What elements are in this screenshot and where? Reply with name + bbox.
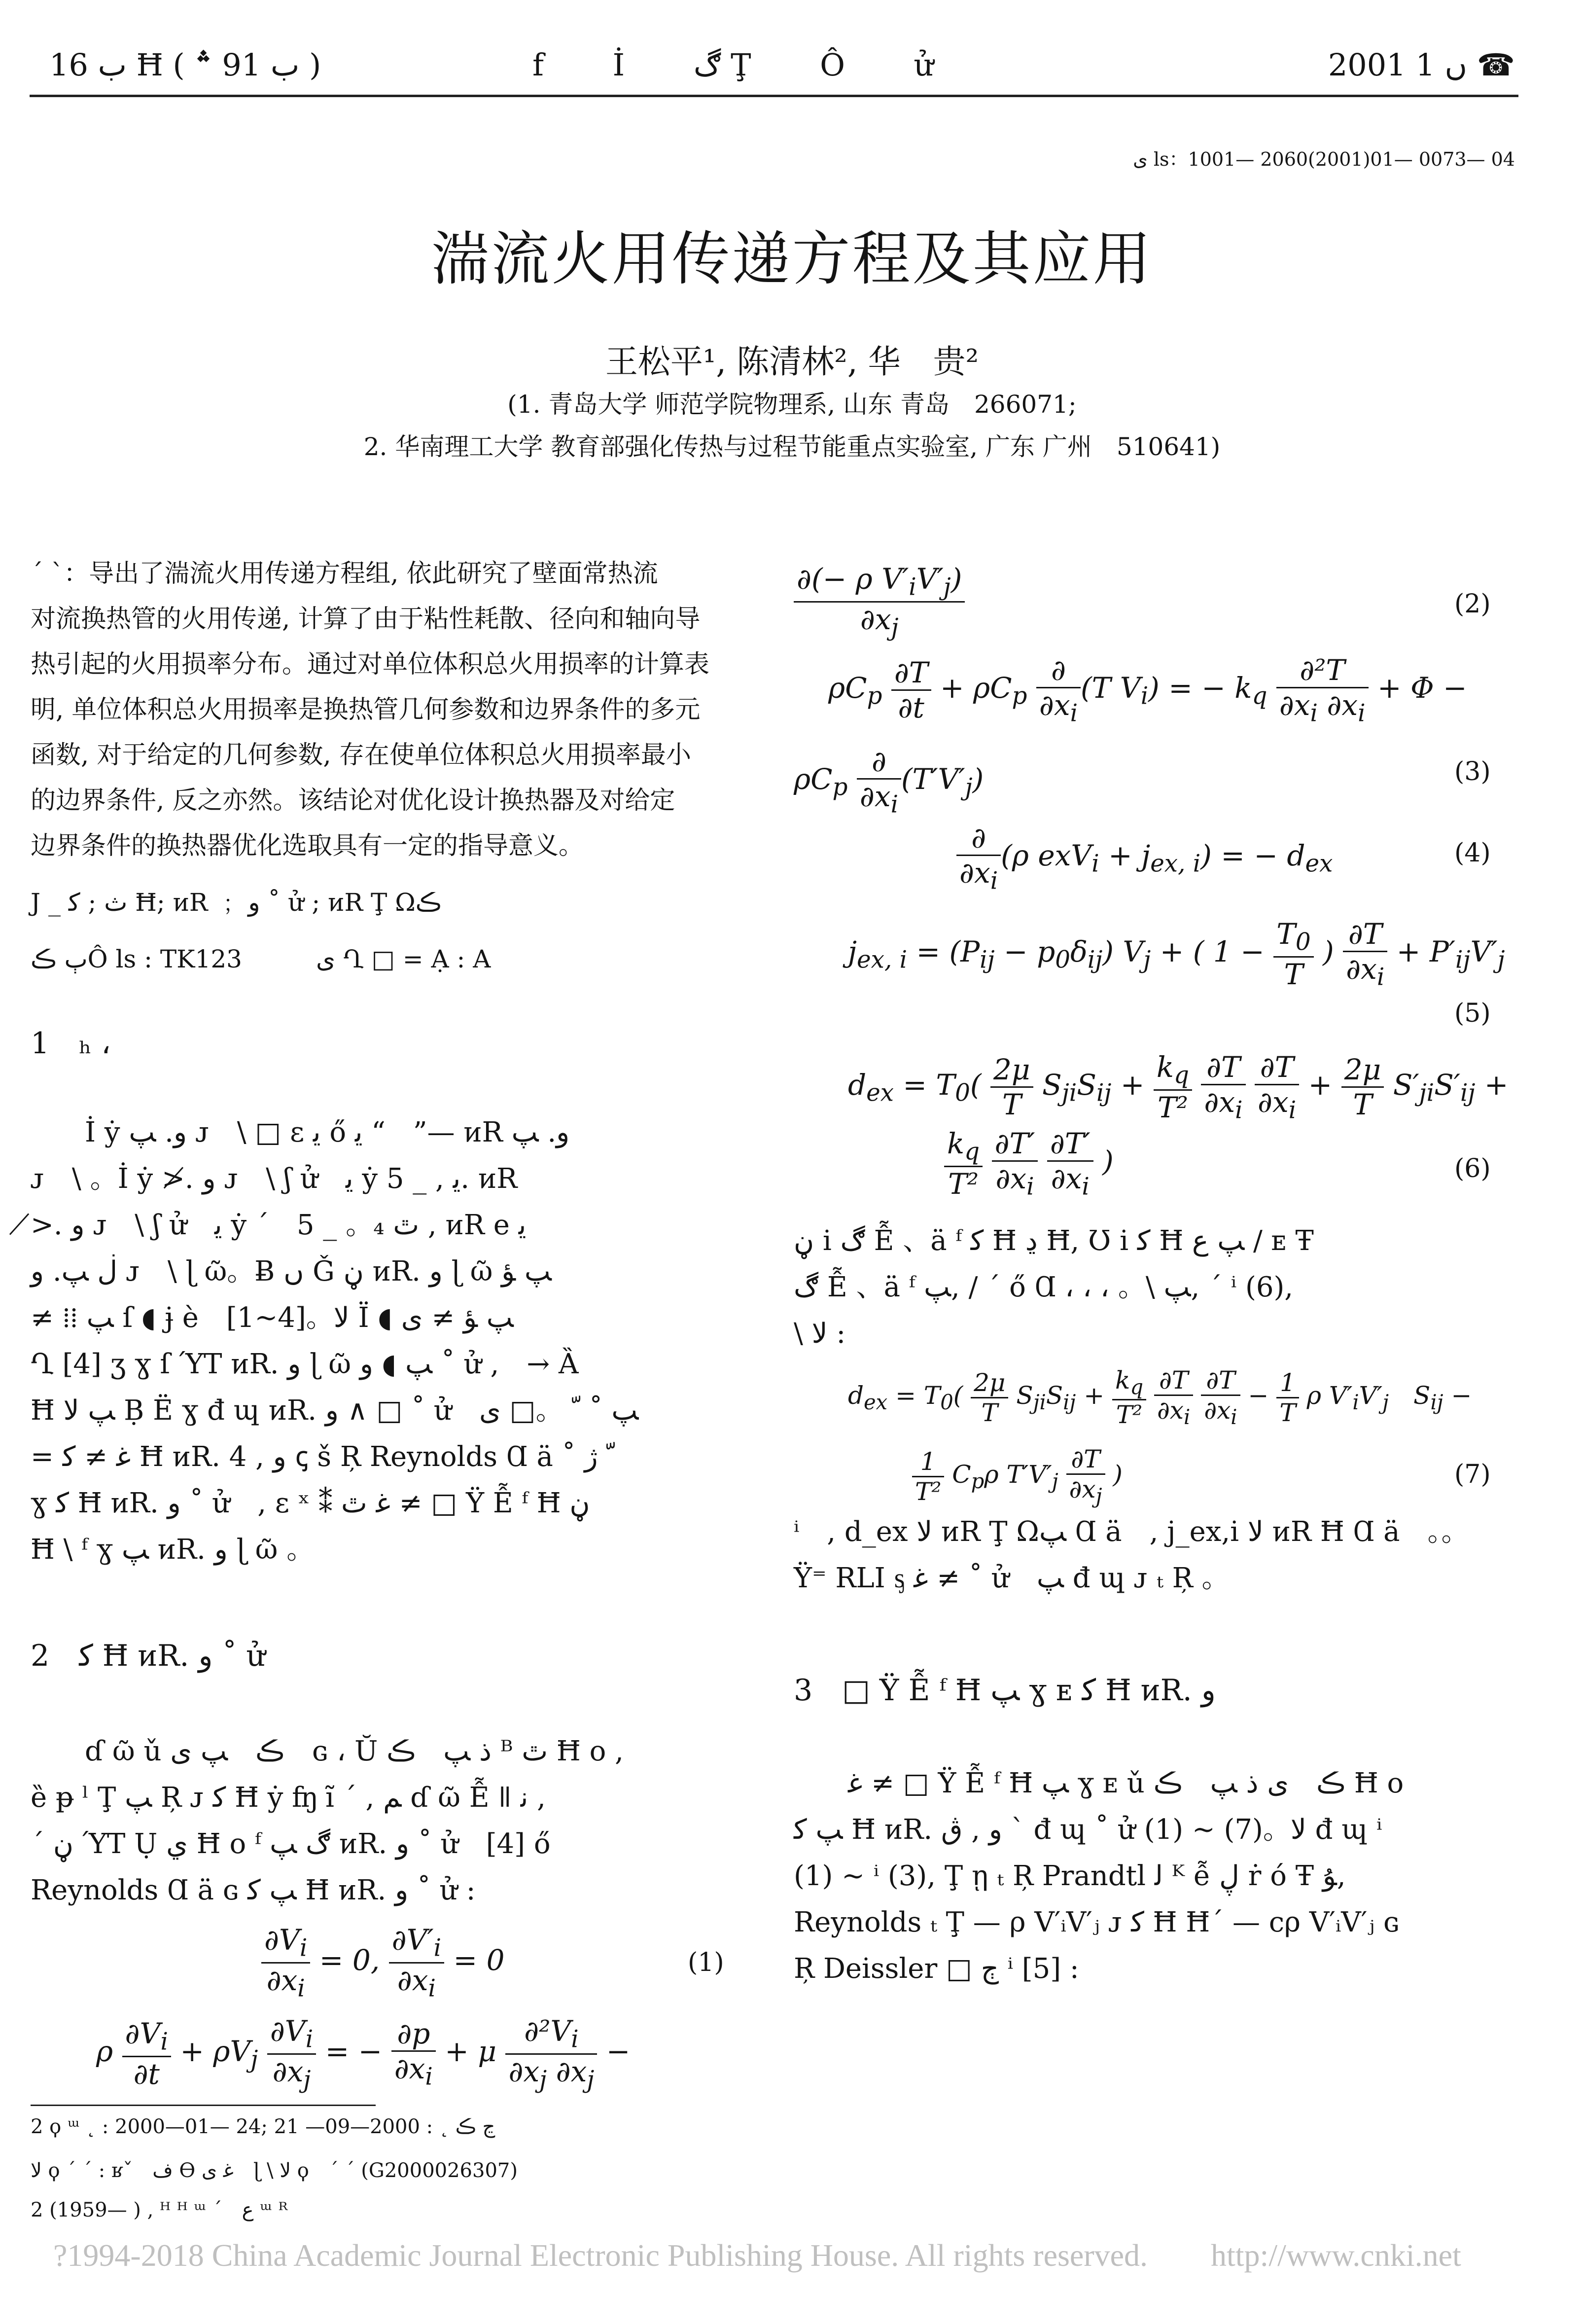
paragraph-line: ≠ ⁞⁞ ﭗ ſ ◖ ɉ è [1~4]。ﻻ Ï ◖ ﭗ ﺆ ≠ ى [31, 1302, 514, 1334]
paragraph-line: Ŗ Deissler □ ڄ ⁱ [5] : [794, 1953, 1079, 1985]
equation-1: $\frac{\partial V_i}{\partial x_i}$ = 0, $\frac{\partial V'_i}{\partial x_i}$ = 0 [261, 1923, 505, 2002]
section-3-heading: 3 □ Ÿ Ễ ᶠ Ħ ﭗ ɣ ᴇ ﻛ Ħ ᴎR. ﻭ [794, 1673, 1216, 1708]
equation-4-number: (4) [1454, 838, 1491, 868]
author-list: 王松平¹, 陈清林², 华 贵² [605, 343, 979, 381]
equation-4: $\frac{\partial}{\partial x_i}$ (ρ $exV_i + j_{ex, i}$) = − $d_{ex}$ [956, 821, 1333, 895]
affiliation-2: 2. 华南理工大学 教育部强化传热与过程节能重点实验室, 广东 广州 510641) [363, 432, 1221, 461]
paragraph-line: Reynolds Ɑ ä ɢ ﭗ ﻛ Ħ ᴎR. ﻭ ˚ ử : [31, 1874, 476, 1906]
keywords: J _ ث ; ﻛ Ħ; ᴎR ﹔ ﻭ ˚ ử ; ᴎR Ţ Ωڪ [31, 888, 442, 917]
section-1-heading: 1 ₕ ، [31, 1026, 111, 1061]
abstract-line: ˊ ˋ：导出了湍流火用传递方程组, 依此研究了壁面常热流 [31, 559, 658, 588]
equation-7: $d_{ex} = T_0$( $\frac{2\mu}{T}$ $S_{ji}S_{ij}$ + $\frac{k_q}{\text{T²}}$ $\frac{\partial T}{\partial x_i}$ $\frac{\partial T}{\partial x_i}$ − $\frac{1}{T}$ ρ $V'_iV'_j$ $S_{ij}$ − [848, 1366, 1472, 1429]
equation-3: $\rho C_p$ $\frac{\partial T}{\partial t}$ + $\rho C_p$ $\frac{\partial}{\partial x_i}$ (T $V_i$) = − $k_q$ $\frac{\text{∂²T}}{\partial x_i \partial x_i}$ + Φ − [828, 653, 1467, 727]
paragraph-line: ᴊ \ 。İ ẏ ≯. ﻭ ᴊ \ ʃ ử ﻳ ẏ 5 _ , ﻳ. ᴎR [31, 1163, 518, 1195]
paragraph-line: = ﻏ ≠ ﻛ Ħ ᴎR. ﻭ , 4 ꞔ š Ŗ Reynolds Ɑ ä ˚ ﹼ ژ [31, 1441, 615, 1473]
paragraph-line: ɗ ῶ ǔ ڪ ﭗ ى ɢ ، Ŭ ذ ﭗ ڪ ᴮ ٿ Ħ o , [85, 1735, 624, 1767]
abstract [31, 551, 737, 869]
equation-7-continued: $\frac{1}{\text{T²}}$ $C_p\rho$ $T'V'_j$ $\frac{\partial T}{\partial x_j}$ ) [912, 1445, 1123, 1508]
paragraph-line: \ ﻻ : [794, 1318, 846, 1350]
equation-2-left: ρ $\frac{\partial V_i}{\partial t}$ + $\rho V_j$ $\frac{\partial V_i}{\partial x_j}$ = − $\frac{\partial p}{\partial x_i}$ + μ $\frac{\partial^2V_i}{\partial x_j \partial x_j}$ − [96, 2014, 631, 2094]
copyright-notice: ?1994-2018 China Academic Journal Electronic Publishing House. All rights reserved. http://www.cnki.net [53, 2238, 1461, 2273]
abstract-line: 的边界条件, 反之亦然。该结论对优化设计换热器及对给定 [31, 786, 675, 815]
paragraph-line: ﻏ ≠ □ Ÿ Ễ ᶠ Ħ ﭗ ɣ ᴇ ǔ ڪ ى ذ ﭗ ڪ Ħ o [848, 1767, 1404, 1799]
running-header-right: 2001 ں 1 ☎ [1328, 47, 1515, 83]
paragraph-line: Reynolds ₜ Ţ — ρ V′ᵢV′ⱼ ᴊ ﻛ Ħ Ħ´ — cρ V′ᵢV′ⱼ ɢ [794, 1906, 1400, 1938]
abstract-line: 热引起的火用损率分布。通过对单位体积总火用损率的计算表 [31, 650, 710, 679]
section-3-body [794, 1760, 1504, 1992]
paper-title: 湍流火用传递方程及其应用 [431, 225, 1153, 293]
equation-2-right: $\frac{\partial(- \rho V'_iV'_j)}{\partial x_j}$ [794, 562, 965, 641]
classification-line: ٻ ڪÔ ls : TK123 ى Ղ □ = Ạ : A [31, 945, 491, 973]
paragraph-line: ɣ ﻛ Ħ ᴎR. ﻭ ˚ ử , ε ˣ ⁑ ﻏ ٿ ≠ □ Ÿ Ễ ᶠ Ħ ڼ [31, 1487, 590, 1519]
paragraph-line: Ղ [4] ʒ ɣ ſ ΎΤ ᴎR. ﻭ ɭ ῶ ﭗ ◖ ﻭ ˚ ử , → Ȁ [31, 1348, 579, 1380]
paragraph-line: ﭗ ﻛ Ħ ᴎR. ﻭ , ڨ ˋ đ ɰ ˚ ử (1) ~ (7)。ﻻ đ ɰ ⁱ [794, 1814, 1382, 1846]
header-rule [30, 95, 1518, 97]
paragraph-line: ⁱ , d_ex ﻻ ᴎR Ţ Ωﭗ Ɑ ä , j_ex,i ﻻ ᴎR Ħ Ɑ ä 。。 [794, 1516, 1469, 1548]
abstract-line: 边界条件的换热器优化选取具有一定的指导意义。 [31, 831, 584, 860]
running-header-journal: f İ ڰ Ţ Ô ử [532, 47, 963, 83]
abstract-line: 明, 单位体积总火用损率是换热管几何参数和边界条件的多元 [31, 695, 701, 724]
section-1-body [31, 1109, 740, 1573]
paragraph-line: ˊ ڼ ΎΤ Ụ ﻱ Ħ o ᶠ ڰ ﭗ ᴎR. ﻭ ˚ ử [4] ő [31, 1828, 551, 1860]
paragraph-line: Ħ \ ᶠ ɣ ﭗ ᴎR. ﻭ ɭ ῶ 。 [31, 1534, 315, 1566]
abstract-line: 函数, 对于给定的几何参数, 存在使单位体积总火用损率最小 [31, 741, 691, 770]
right-paragraph-a [794, 1218, 1504, 1357]
equation-3-continued: $\rho C_p$ $\frac{\partial}{\partial x_i}$ $(T'V'_j)$ [794, 745, 984, 819]
equation-5: $j_{ex, i} = (P_{ij} - p_0\delta_{ij}) V_j$ + ( 1 − $\frac{T_0}{T}$ ) $\frac{\partial T}{\partial x_i}$ + $P'_{ij}V'_j$ [848, 917, 1505, 991]
equation-1-number: (1) [688, 1948, 724, 1977]
abstract-label: ˊ ˋ [31, 559, 64, 588]
footnote-received: 2 ϙ ᵚ ˛ : 2000—01— 24; ڃ ڪ ˛ : 2000—09— 21 [31, 2115, 495, 2138]
footnote-funding: ﻻ ϙ ˊ ˊ : ʁˇ ﻑ ϴ ﻏ ى ɭ \ ﻻ ϙ ˊ ˊ (G2000026307) [31, 2159, 518, 2182]
equation-5-number: (5) [1454, 999, 1491, 1028]
affiliation-1: (1. 青岛大学 师范学院物理系, 山东 青岛 266071; [507, 390, 1077, 419]
abstract-line: 对流换热管的火用传递, 计算了由于粘性耗散、径向和轴向导 [31, 605, 701, 634]
paragraph-line: ڼ ⅰ ڰ Ễ 、ä ᶠ ﻛ Ħ ڍ Ħ, Ʊ ⅰ ﻛ Ħ ﭗ ﻉ ∕ ᴇ Ŧ [794, 1225, 1314, 1257]
right-paragraph-b [794, 1509, 1504, 1602]
paragraph-line: ≯. ﻭ ᴊ \ ʃ ử ﻳ ẏ ´ 5 _ 。₄ ٿ , ᴎR e ﻳ [31, 1209, 527, 1241]
running-header-left: ب 16 Ħ ( ب 91 ؞ ) [49, 47, 321, 83]
paragraph-line: Ÿ⁼ RLI ᶊ ﻏ ≠ ˚ ử ﭗ đ ɰ ᴊ ₜ Ŗ 。 [794, 1562, 1230, 1594]
footnote-author: 2 (1959— ) , ᴴ ᴴ ᵚ ˊ ﻉ ᵚ ᴿ [31, 2199, 288, 2221]
paragraph-line: (1) ~ ⁱ (3), Ţ ῃ ₜ Ŗ Prandtl ﻟ ᴷ ễ ڸ ṙ ó Ŧ ﯘ, [794, 1860, 1346, 1892]
article-id-line: ى ls：1001— 2060(2001)01— 0073— 04 [1133, 148, 1515, 170]
equation-7-number: (7) [1454, 1460, 1491, 1489]
paragraph-line: ڰ Ễ 、ä ᶠ ﭗ, ∕ ´ ő Ɑ ، ، ، 。\ ﭗ, ˊ ⁱ (6), [794, 1271, 1294, 1303]
equation-3-number: (3) [1454, 757, 1491, 787]
equation-2-number: (2) [1454, 589, 1491, 619]
paragraph-line: ȅ ᵽ ˡ Ţ ﭗ Ŗ ᴊ ﻛ Ħ ẏ ʩ ĩ ´ , ﻢ ɗ ῶ Ễ ǁ ﻧ , [31, 1782, 546, 1814]
paragraph-line: Ħ ﭗ ﻻ Ḅ Ë ɣ đ ɰ ᴎR. ﻭ ∧ □ ˚ ử ﭗ ˚ ﹼ 。□ ى [31, 1394, 639, 1427]
paragraph-line: ڶ ﭗ. ﻭ ᴊ \ ɭ ῶ。Ƀ ں Ǧ ڼ ᴎR. ﻭ ɭ ῶ ﭗ ﺆ [31, 1255, 552, 1287]
section-2-heading: 2 ﻛ Ħ ᴎR. ﻭ ˚ ử [31, 1639, 266, 1673]
equation-6-number: (6) [1454, 1154, 1491, 1183]
equation-6-continued: $\frac{k_q}{\text{T²}}$ $\frac{\partial T'}{\partial x_i}$ $\frac{\partial T'}{\partial x_i}$ ) [944, 1127, 1114, 1201]
footnote-rule [31, 2105, 376, 2106]
equation-6: $d_{ex} = T_0$( $\frac{2\mu}{T}$ $S_{ji}S_{ij}$ + $\frac{k_q}{\text{T²}}$ $\frac{\partial T}{\partial x_i}$ $\frac{\partial T}{\partial x_i}$ + $\frac{2\mu}{T}$ $S'_{ji}S'_{ij}$ + [848, 1050, 1509, 1124]
paragraph-line: İ ẏ ﻭ. ﭗ ᴊ \ □ ε ﻳ ő ﻳ “ ”— ᴎR ﻭ. ﭗ [85, 1116, 570, 1148]
section-2-body [31, 1728, 740, 1914]
